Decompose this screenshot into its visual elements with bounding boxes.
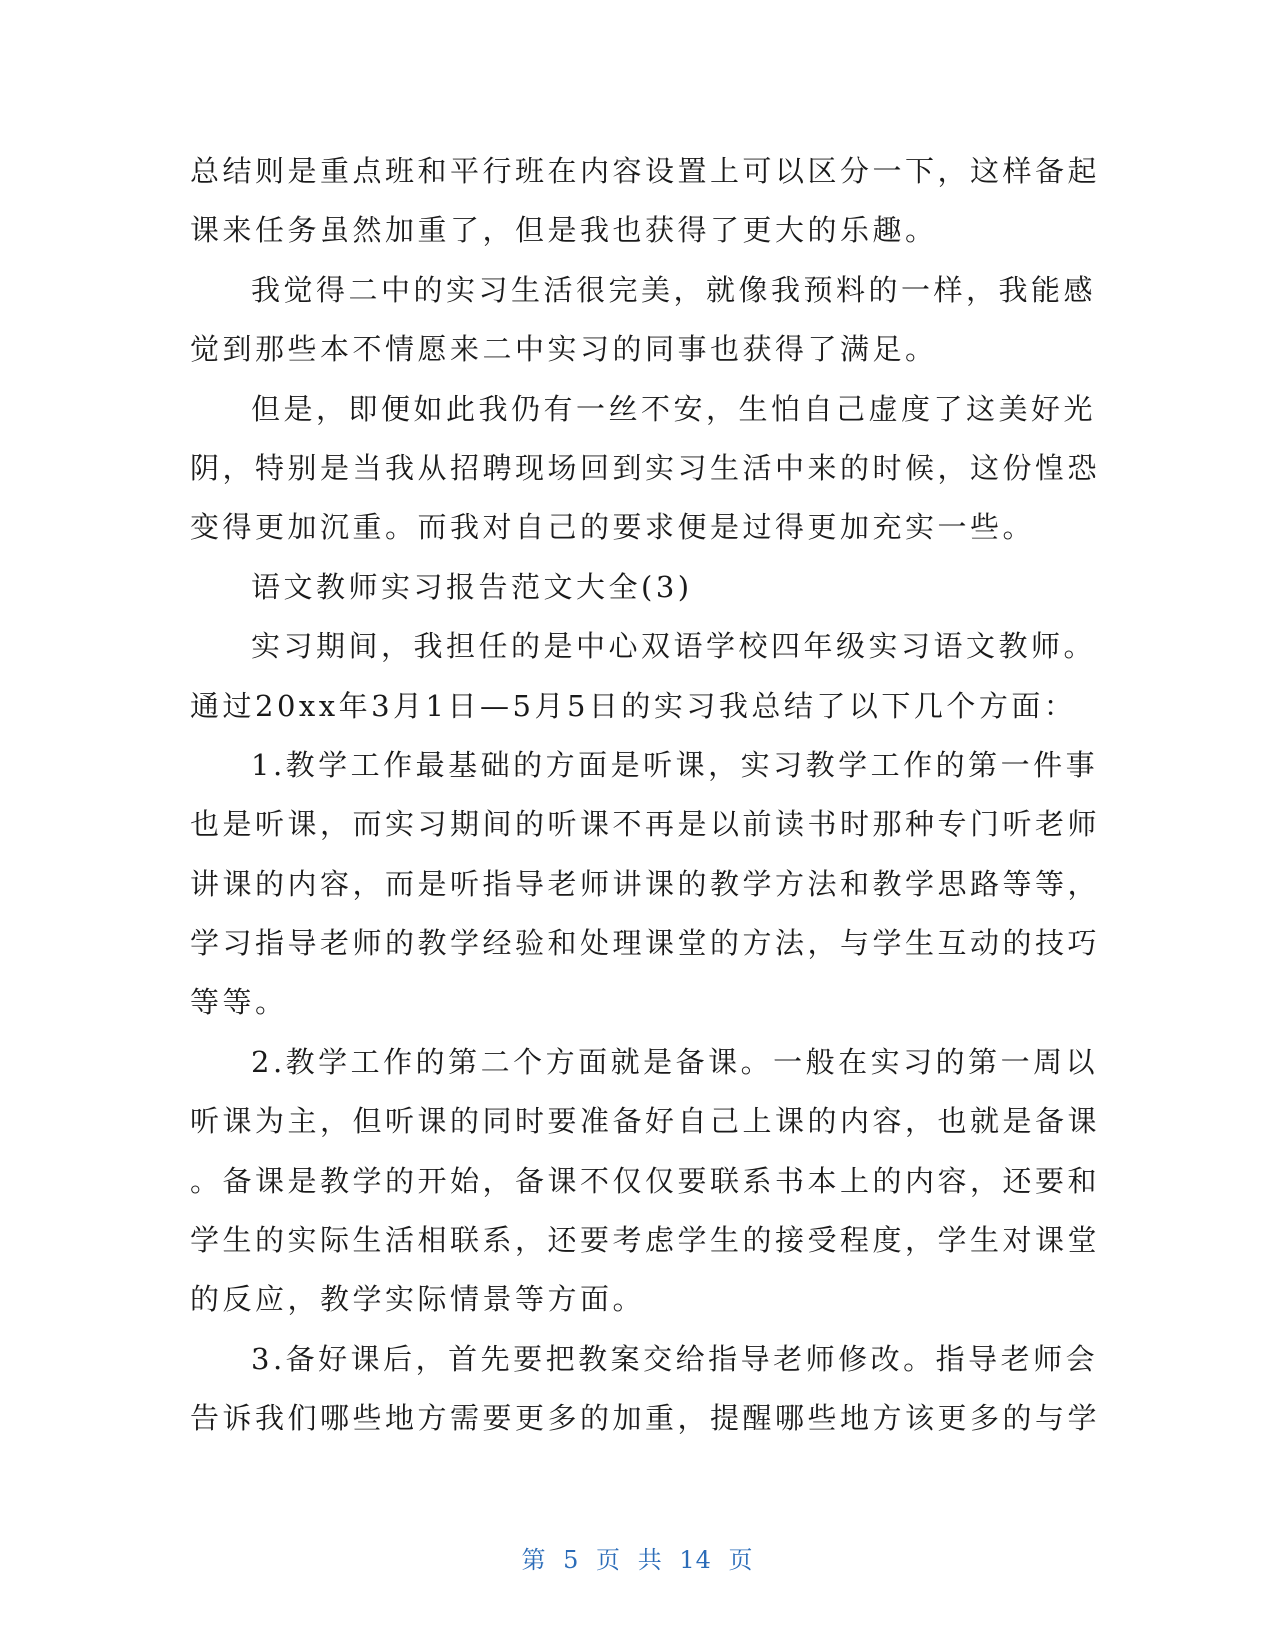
footer-suffix: 页 [728, 1546, 754, 1574]
text-line: 课来任务虽然加重了，但是我也获得了更大的乐趣。 [190, 213, 938, 248]
paragraph-start: 3.备好课后，首先要把教案交给指导老师修改。指导老师会 [251, 1341, 1099, 1376]
paragraph-start: 我觉得二中的实习生活很完美，就像我预料的一样，我能感 [251, 272, 1097, 307]
paragraph-start: 实习期间，我担任的是中心双语学校四年级实习语文教师。 [251, 629, 1097, 664]
footer-page-word: 页 [596, 1546, 622, 1574]
text-line: 听课为主，但听课的同时要准备好自己上课的内容，也就是备课 [190, 1104, 1101, 1139]
section-heading: 语文教师实习报告范文大全(3) [251, 569, 693, 604]
paragraph-start: 1.教学工作最基础的方面是听课，实习教学工作的第一件事 [251, 747, 1099, 782]
text-line: 学习指导老师的教学经验和处理课堂的方法，与学生互动的技巧 [190, 926, 1101, 961]
text-line: 的反应，教学实际情景等方面。 [190, 1282, 646, 1317]
text-line: 变得更加沉重。而我对自己的要求便是过得更加充实一些。 [190, 510, 1036, 545]
paragraph-start: 但是，即便如此我仍有一丝不安，生怕自己虚度了这美好光 [251, 391, 1097, 426]
text-line: 等等。 [190, 985, 288, 1020]
footer-prefix: 第 [521, 1546, 547, 1574]
footer-total-word: 共 [637, 1546, 663, 1574]
text-line: 学生的实际生活相联系，还要考虑学生的接受程度，学生对课堂 [190, 1223, 1101, 1258]
text-line: 觉到那些本不情愿来二中实习的同事也获得了满足。 [190, 332, 938, 367]
paragraph-start: 2.教学工作的第二个方面就是备课。一般在实习的第一周以 [251, 1044, 1099, 1079]
text-line: 总结则是重点班和平行班在内容设置上可以区分一下，这样备起 [190, 154, 1101, 188]
text-line: 阴，特别是当我从招聘现场回到实习生活中来的时候，这份惶恐 [190, 450, 1101, 485]
total-page-count: 14 [679, 1546, 712, 1574]
text-line: 也是听课，而实习期间的听课不再是以前读书时那种专门听老师 [190, 807, 1101, 842]
current-page-number: 5 [563, 1546, 580, 1574]
text-line: 。备课是教学的开始，备课不仅仅要联系书本上的内容，还要和 [190, 1163, 1101, 1198]
text-line: 通过20xx年3月1日—5月5日的实习我总结了以下几个方面： [190, 688, 1077, 723]
text-line: 讲课的内容，而是听指导老师讲课的教学方法和教学思路等等， [190, 866, 1101, 901]
page-footer [0, 1540, 1275, 1575]
document-body [190, 142, 1101, 1449]
text-line: 告诉我们哪些地方需要更多的加重，提醒哪些地方该更多的与学 [190, 1401, 1101, 1436]
